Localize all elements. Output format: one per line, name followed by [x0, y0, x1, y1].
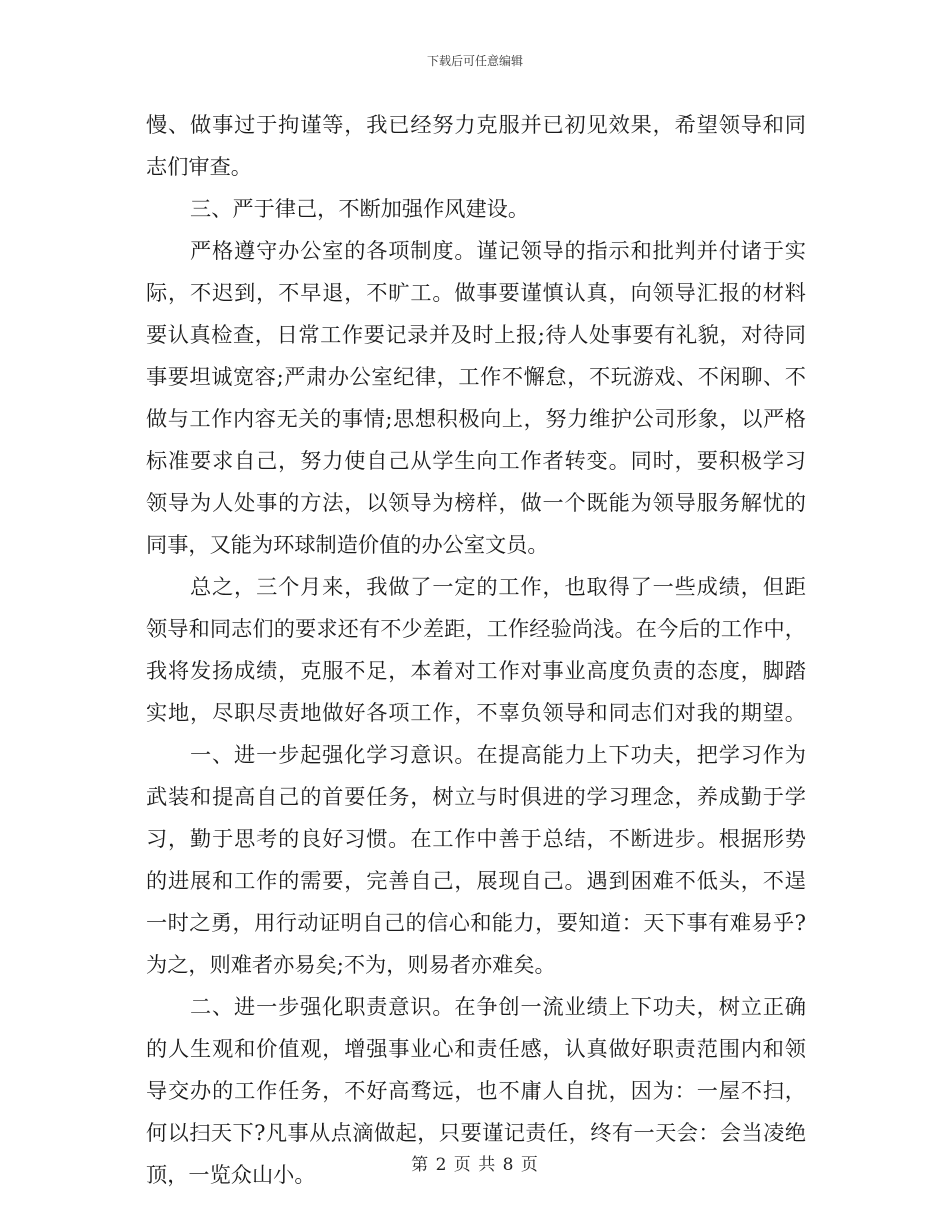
text-line: 何以扫天下?凡事从点滴做起，只要谨记责任，终有一天会：会当凌绝 [146, 1120, 806, 1145]
text-line: 二、进一步强化职责意识。在争创一流业绩上下功夫，树立正确 [190, 994, 806, 1019]
text-line: 导交办的工作任务，不好高骛远，也不庸人自扰，因为：一屋不扫， [146, 1078, 806, 1103]
text-line: 总之，三个月来，我做了一定的工作，也取得了一些成绩，但距 [190, 574, 806, 599]
text-line: 事要坦诚宽容;严肃办公室纪律，工作不懈怠，不玩游戏、不闲聊、不 [146, 364, 806, 389]
text-line: 的人生观和价值观，增强事业心和责任感，认真做好职责范围内和领 [146, 1036, 806, 1061]
text-line: 武装和提高自己的首要任务，树立与时俱进的学习理念，养成勤于学 [146, 784, 806, 809]
text-line: 习，勤于思考的良好习惯。在工作中善于总结，不断进步。根据形势 [146, 826, 806, 851]
text-line: 际，不迟到，不早退，不旷工。做事要谨慎认真，向领导汇报的材料 [146, 280, 806, 305]
text-line: 一时之勇，用行动证明自己的信心和能力，要知道：天下事有难易乎? [146, 910, 806, 935]
text-line: 要认真检查，日常工作要记录并及时上报;待人处事要有礼貌，对待同 [146, 322, 806, 347]
page-number: 第 2 页 共 8 页 [411, 1155, 539, 1175]
text-line: 为之，则难者亦易矣;不为，则易者亦难矣。 [146, 952, 556, 977]
text-line: 做与工作内容无关的事情;思想积极向上，努力维护公司形象，以严格 [146, 406, 806, 431]
text-line: 严格遵守办公室的各项制度。谨记领导的指示和批判并付诸于实 [190, 238, 806, 263]
text-line: 志们审查。 [146, 154, 252, 179]
text-line: 一、进一步起强化学习意识。在提高能力上下功夫，把学习作为 [190, 742, 806, 767]
text-line: 同事，又能为环球制造价值的办公室文员。 [146, 532, 549, 557]
text-line: 标准要求自己，努力使自己从学生向工作者转变。同时，要积极学习 [146, 448, 806, 473]
section-heading: 三、严于律己，不断加强作风建设。 [190, 196, 530, 221]
document-body [146, 104, 806, 1196]
text-line: 实地，尽职尽责地做好各项工作，不辜负领导和同志们对我的期望。 [146, 700, 806, 725]
text-line: 领导和同志们的要求还有不少差距，工作经验尚浅。在今后的工作中， [146, 616, 806, 641]
text-line: 慢、做事过于拘谨等，我已经努力克服并已初见效果，希望领导和同 [146, 112, 806, 137]
page-header: 下载后可任意编辑 [426, 54, 523, 68]
text-line: 我将发扬成绩，克服不足，本着对工作对事业高度负责的态度，脚踏 [146, 658, 806, 683]
text-line: 的进展和工作的需要，完善自己，展现自己。遇到困难不低头，不逞 [146, 868, 806, 893]
text-line: 顶，一览众山小。 [146, 1162, 316, 1187]
text-line: 领导为人处事的方法，以领导为榜样，做一个既能为领导服务解忧的 [146, 490, 806, 515]
